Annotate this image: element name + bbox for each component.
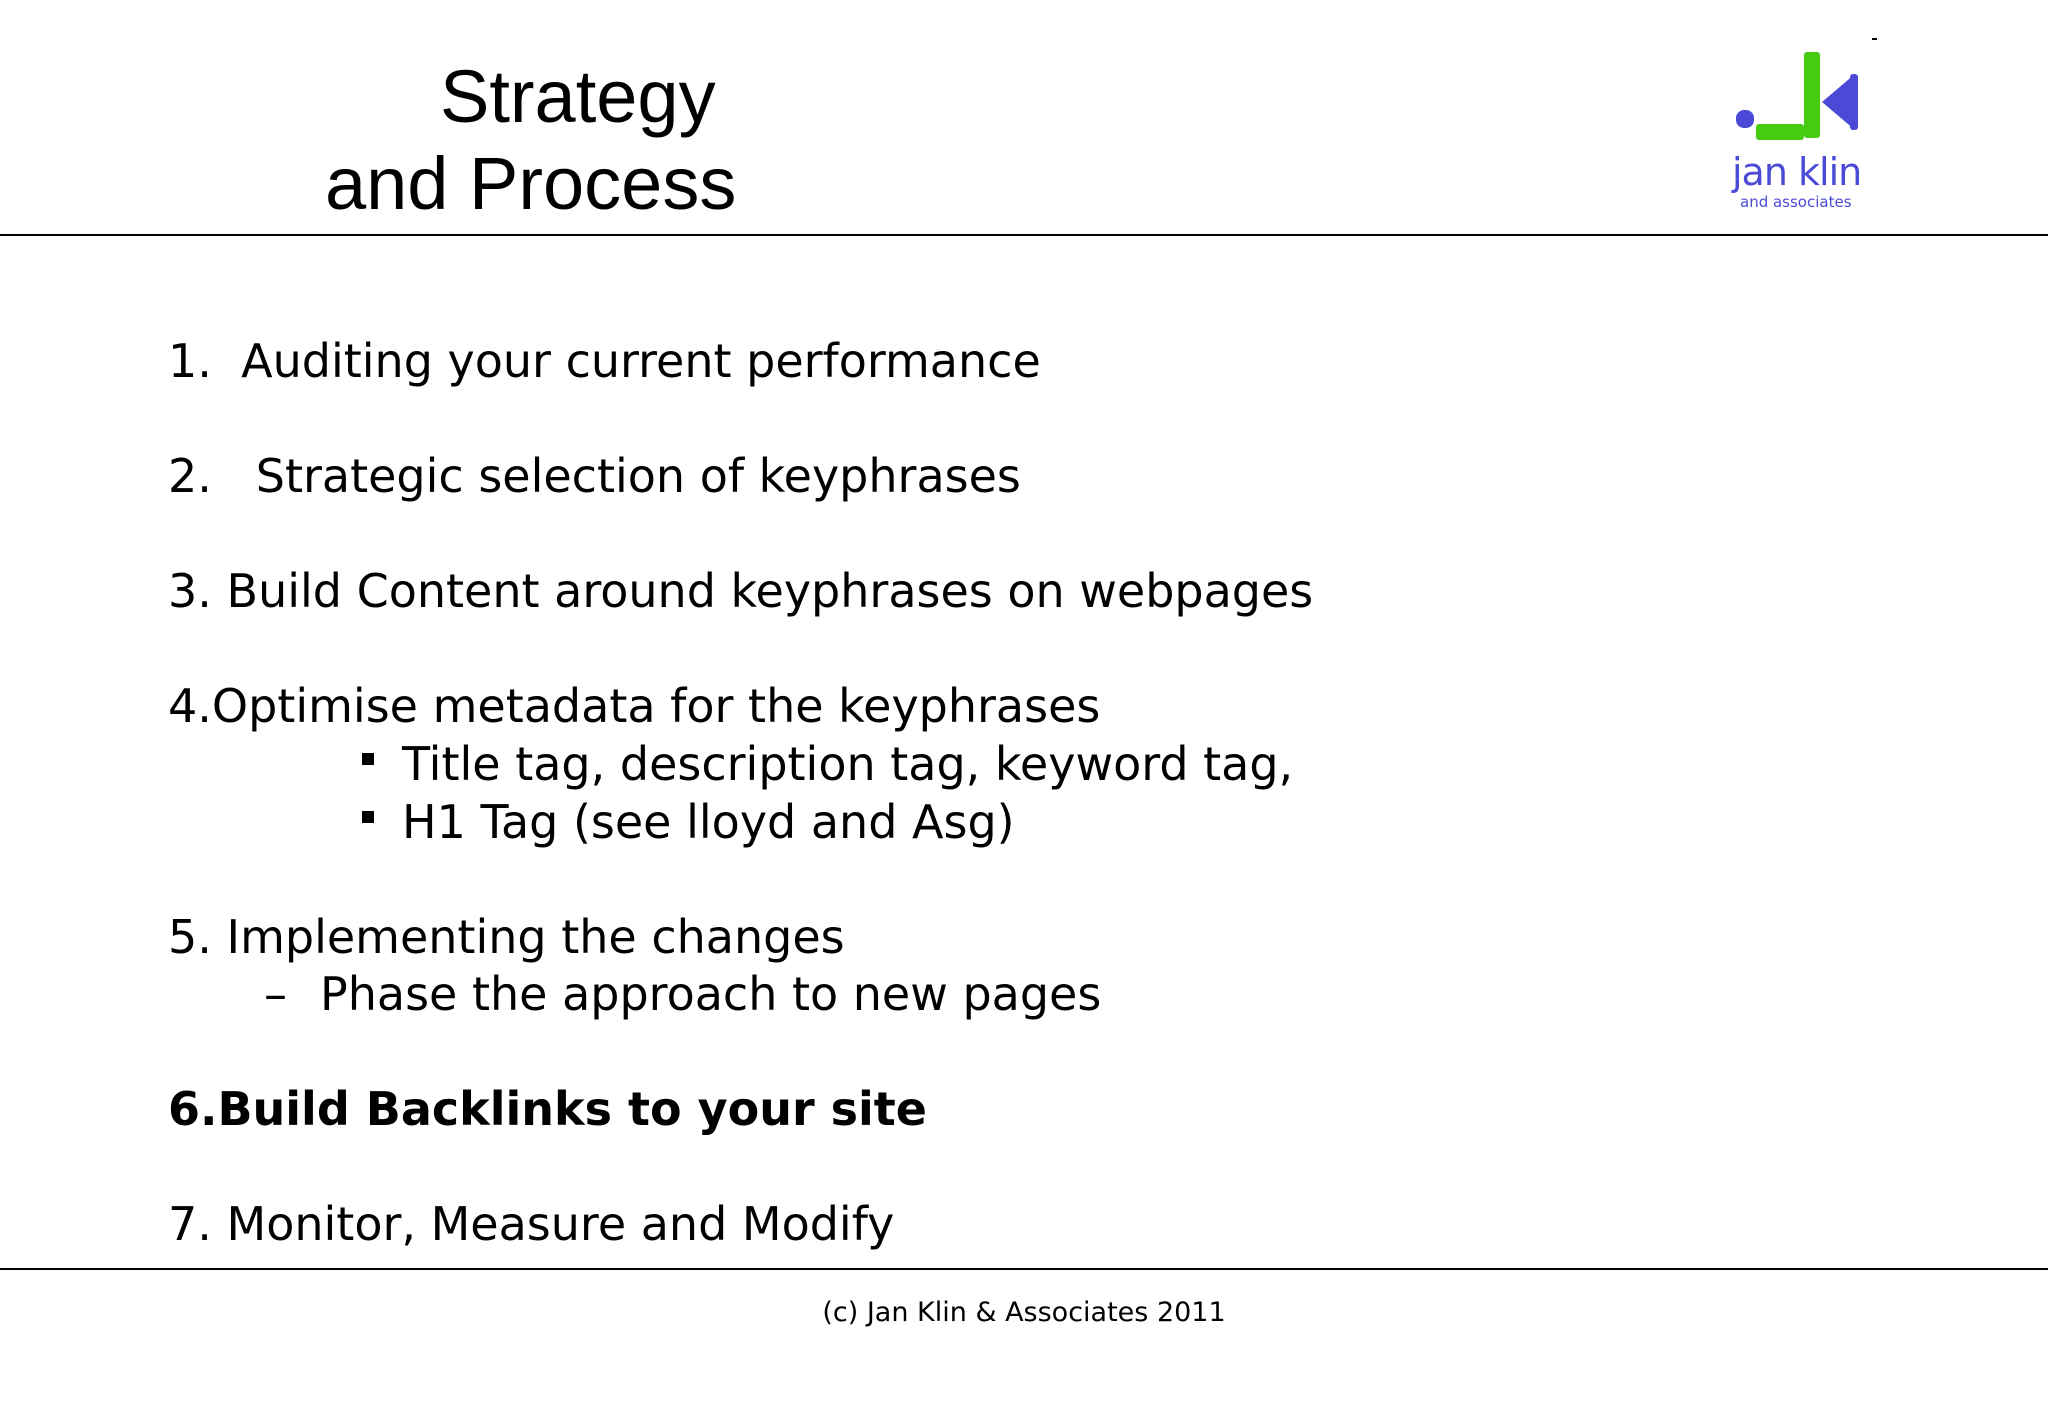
slide-title-line-1: Strategy	[440, 55, 716, 138]
logo-name: jan klin	[1732, 150, 1862, 194]
sub-bullet-2: H1 Tag (see lloyd and Asg)	[402, 795, 1015, 849]
top-divider	[0, 234, 2048, 236]
bullet-square-icon	[362, 753, 374, 765]
footer-copyright: (c) Jan Klin & Associates 2011	[822, 1297, 1226, 1328]
bottom-divider	[0, 1268, 2048, 1270]
sub-bullet-1: Title tag, description tag, keyword tag,	[402, 737, 1294, 791]
slide-title-line-2: and Process	[325, 142, 737, 225]
list-item-7: 7. Monitor, Measure and Modify	[168, 1197, 895, 1251]
bullet-square-icon	[362, 811, 374, 823]
sub-dash-item: Phase the approach to new pages	[320, 967, 1102, 1021]
list-item-4: 4.Optimise metadata for the keyphrases	[168, 679, 1101, 733]
logo-subtitle: and associates	[1740, 193, 1852, 211]
list-item-6: 6.Build Backlinks to your site	[168, 1082, 927, 1136]
list-item-2: 2. Strategic selection of keyphrases	[168, 449, 1021, 503]
list-item-5: 5. Implementing the changes	[168, 910, 845, 964]
list-item-1: 1. Auditing your current performance	[168, 334, 1041, 388]
dash-bullet-icon: –	[264, 967, 287, 1021]
list-item-3: 3. Build Content around keyphrases on webpages	[168, 564, 1314, 618]
